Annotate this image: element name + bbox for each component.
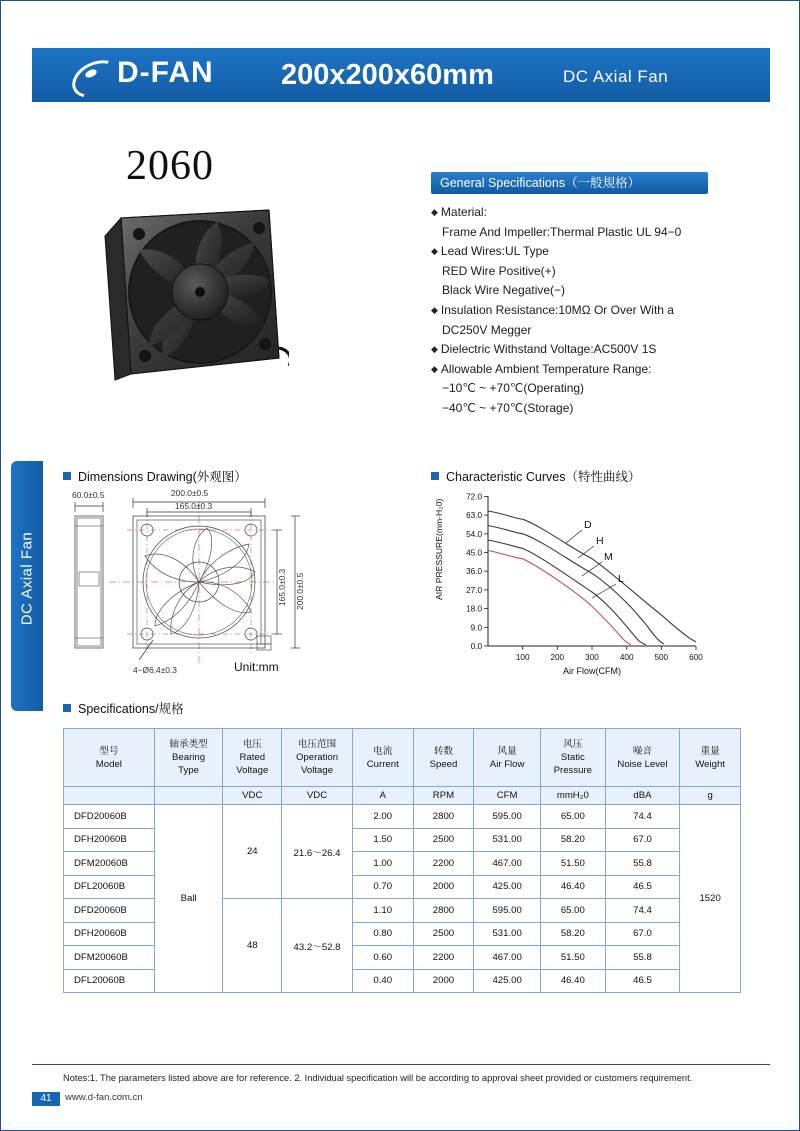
unit-model <box>64 787 155 805</box>
cell-pressure: 51.50 <box>540 852 605 876</box>
y-tick: 36.0 <box>466 567 482 577</box>
table-header-row <box>64 729 741 787</box>
cell-airflow: 425.00 <box>474 969 541 993</box>
y-tick: 18.0 <box>466 604 482 614</box>
col-rated-voltage: 电压 Rated Voltage <box>223 729 282 787</box>
table-row <box>64 805 741 829</box>
gs-line: ◆ Allowable Ambient Temperature Range: <box>431 361 652 376</box>
gs-line: ◆ Lead Wires:UL Type <box>431 244 549 259</box>
y-tick: 63.0 <box>466 511 482 521</box>
col-airflow: 风量 Air Flow <box>474 729 541 787</box>
cell-model: DFL20060B <box>64 969 155 993</box>
cell-speed: 2500 <box>413 922 474 946</box>
unit-noise: dBA <box>605 787 680 805</box>
cell-model: DFL20060B <box>64 875 155 899</box>
cell-noise: 74.4 <box>605 805 680 829</box>
cell-rated-voltage: 24 <box>223 805 282 899</box>
cell-model: DFH20060B <box>64 922 155 946</box>
footer-url[interactable]: www.d-fan.com.cn <box>65 1092 143 1103</box>
curve-label: D <box>584 519 592 531</box>
unit-current: A <box>352 787 413 805</box>
page-number: 41 <box>32 1092 60 1106</box>
cell-pressure: 65.00 <box>540 899 605 923</box>
cell-current: 0.60 <box>352 946 413 970</box>
cell-operation-voltage: 43.2～52.8 <box>282 899 353 993</box>
cell-current: 1.00 <box>352 852 413 876</box>
unit-speed: RPM <box>413 787 474 805</box>
product-photo <box>93 198 289 394</box>
header-product-size: 200x200x60mm <box>281 59 494 91</box>
cell-airflow: 595.00 <box>474 805 541 829</box>
side-tab-label: DC Axial Fan <box>18 531 36 626</box>
col-model: 型号 Model <box>64 729 155 787</box>
curves-heading-label: Characteristic Curves（特性曲线） <box>446 470 641 484</box>
y-tick: 45.0 <box>466 548 482 558</box>
cell-noise: 55.8 <box>605 946 680 970</box>
cell-model: DFM20060B <box>64 946 155 970</box>
gs-line <box>442 223 761 243</box>
gs-line-text: −10℃ ~ +70℃(Operating) <box>442 381 585 396</box>
cell-current: 0.40 <box>352 969 413 993</box>
x-tick: 200 <box>550 653 565 662</box>
cell-airflow: 531.00 <box>474 828 541 852</box>
cell-noise: 46.5 <box>605 969 680 993</box>
cell-current: 1.50 <box>352 828 413 852</box>
unit-weight: g <box>680 787 741 805</box>
dimensions-heading-label: Dimensions Drawing(外观图） <box>78 470 247 484</box>
gs-line-text: Insulation Resistance:10MΩ Or Over With a <box>440 302 674 317</box>
cell-airflow: 595.00 <box>474 899 541 923</box>
cell-airflow: 531.00 <box>474 922 541 946</box>
curve-label: H <box>596 535 604 547</box>
cell-speed: 2000 <box>413 875 474 899</box>
cell-pressure: 58.20 <box>540 922 605 946</box>
bullet-square-icon <box>63 472 71 480</box>
cell-pressure: 51.50 <box>540 946 605 970</box>
col-operation-voltage: 电压范围 Operation Voltage <box>282 729 353 787</box>
general-specifications-title: General Specifications（一般規格） <box>431 172 708 194</box>
specifications-table <box>63 728 741 993</box>
col-current: 电流 Current <box>352 729 413 787</box>
side-tab <box>11 461 43 711</box>
dim-label-outer-right: 200.0±0.5 <box>295 572 305 610</box>
col-pressure: 风压 Static Pressure <box>540 729 605 787</box>
cell-airflow: 467.00 <box>474 852 541 876</box>
cell-current: 0.70 <box>352 875 413 899</box>
gs-line <box>442 379 761 399</box>
gs-line <box>442 399 761 419</box>
cell-noise: 46.5 <box>605 875 680 899</box>
unit-operation-voltage: VDC <box>282 787 353 805</box>
cell-current: 1.10 <box>352 899 413 923</box>
dim-label-screw: 4−Ø6.4±0.3 <box>133 665 177 675</box>
table-units-row <box>64 787 741 805</box>
x-tick: 300 <box>585 653 599 662</box>
gs-line-text: Dielectric Withstand Voltage:AC500V 1S <box>440 342 657 357</box>
y-tick: 9.0 <box>470 623 482 633</box>
x-tick: 600 <box>689 653 703 662</box>
gs-line <box>442 262 761 282</box>
cell-pressure: 65.00 <box>540 805 605 829</box>
cell-pressure: 46.40 <box>540 875 605 899</box>
cell-airflow: 467.00 <box>474 946 541 970</box>
dim-label-depth: 60.0±0.5 <box>72 490 105 500</box>
cell-bearing: Ball <box>154 805 223 993</box>
gs-line: ◆ Material: <box>431 205 487 219</box>
dimensions-unit: Unit:mm <box>234 660 279 674</box>
y-axis-label: AIR PRESSURE(mm-H₂0) <box>434 498 444 600</box>
y-tick: 54.0 <box>466 529 482 539</box>
gs-line <box>442 281 761 301</box>
cell-current: 2.00 <box>352 805 413 829</box>
brand-name: D-FAN <box>117 56 214 89</box>
gs-line-text: Allowable Ambient Temperature Range: <box>440 361 652 376</box>
cell-speed: 2000 <box>413 969 474 993</box>
curve-label: L <box>618 573 624 585</box>
cell-model: DFD20060B <box>64 899 155 923</box>
cell-model: DFM20060B <box>64 852 155 876</box>
gs-line-text: Material: <box>440 205 487 219</box>
cell-noise: 55.8 <box>605 852 680 876</box>
dim-label-hole-right: 165.0±0.3 <box>277 568 287 606</box>
cell-pressure: 46.40 <box>540 969 605 993</box>
cell-weight: 1520 <box>680 805 741 993</box>
unit-pressure: mmH₂0 <box>540 787 605 805</box>
cell-speed: 2800 <box>413 899 474 923</box>
cell-speed: 2800 <box>413 805 474 829</box>
specifications-heading-label: Specifications/规格 <box>78 702 184 716</box>
page-title: 2060 <box>126 143 214 189</box>
x-tick: 400 <box>619 653 634 662</box>
header-product-type: DC Axial Fan <box>563 67 669 86</box>
curves-heading <box>431 467 640 485</box>
gs-line-text: Black Wire Negative(−) <box>442 283 566 298</box>
gs-line-text: DC250V Megger <box>442 322 532 337</box>
gs-line: ◆ Dielectric Withstand Voltage:AC500V 1S <box>431 342 657 357</box>
general-specifications-list <box>431 203 761 419</box>
cell-rated-voltage: 48 <box>223 899 282 993</box>
col-noise: 噪音 Noise Level <box>605 729 680 787</box>
brand-logo <box>71 57 271 97</box>
cell-model: DFD20060B <box>64 805 155 829</box>
cell-speed: 2200 <box>413 946 474 970</box>
gs-line-text: RED Wire Positive(+) <box>442 263 556 278</box>
dimensions-drawing <box>61 488 401 688</box>
dimensions-heading <box>63 467 247 485</box>
cell-operation-voltage: 21.6～26.4 <box>282 805 353 899</box>
cell-model: DFH20060B <box>64 828 155 852</box>
gs-line-text: Lead Wires:UL Type <box>440 244 549 259</box>
unit-rated-voltage: VDC <box>223 787 282 805</box>
cell-noise: 67.0 <box>605 922 680 946</box>
x-axis-label: Air Flow(CFM) <box>563 666 621 676</box>
cell-pressure: 58.20 <box>540 828 605 852</box>
col-bearing: 轴承类型 Bearing Type <box>154 729 223 787</box>
cell-speed: 2500 <box>413 828 474 852</box>
unit-airflow: CFM <box>474 787 541 805</box>
cell-noise: 67.0 <box>605 828 680 852</box>
unit-bearing <box>154 787 223 805</box>
cell-speed: 2200 <box>413 852 474 876</box>
gs-line-text: Frame And Impeller:Thermal Plastic UL 94−0 <box>442 224 682 239</box>
footer-divider <box>32 1064 770 1065</box>
cell-airflow: 425.00 <box>474 875 541 899</box>
y-tick: 72.0 <box>466 492 482 502</box>
dim-label-outer-top: 200.0±0.5 <box>171 488 209 498</box>
cell-current: 0.80 <box>352 922 413 946</box>
footer-notes: Notes:1. The parameters listed above are for reference. 2. Individual specification will be according to approval sheet provided or customers requirement. <box>63 1073 693 1083</box>
characteristic-curve-chart <box>426 488 726 688</box>
col-weight: 重量 Weight <box>680 729 741 787</box>
gs-line: ◆ Insulation Resistance:10MΩ Or Over With a <box>431 302 674 317</box>
x-tick: 100 <box>515 653 530 662</box>
x-tick: 500 <box>654 653 669 662</box>
dim-label-hole-top: 165.0±0.3 <box>175 501 213 511</box>
gs-line-text: −40℃ ~ +70℃(Storage) <box>442 400 574 415</box>
curve-label: M <box>604 551 613 563</box>
gs-line <box>442 321 761 341</box>
col-speed: 转数 Speed <box>413 729 474 787</box>
specifications-heading <box>63 699 184 717</box>
bullet-square-icon <box>63 704 71 712</box>
y-tick: 27.0 <box>466 585 482 595</box>
y-tick: 0.0 <box>470 642 482 651</box>
bullet-square-icon <box>431 472 439 480</box>
cell-noise: 74.4 <box>605 899 680 923</box>
